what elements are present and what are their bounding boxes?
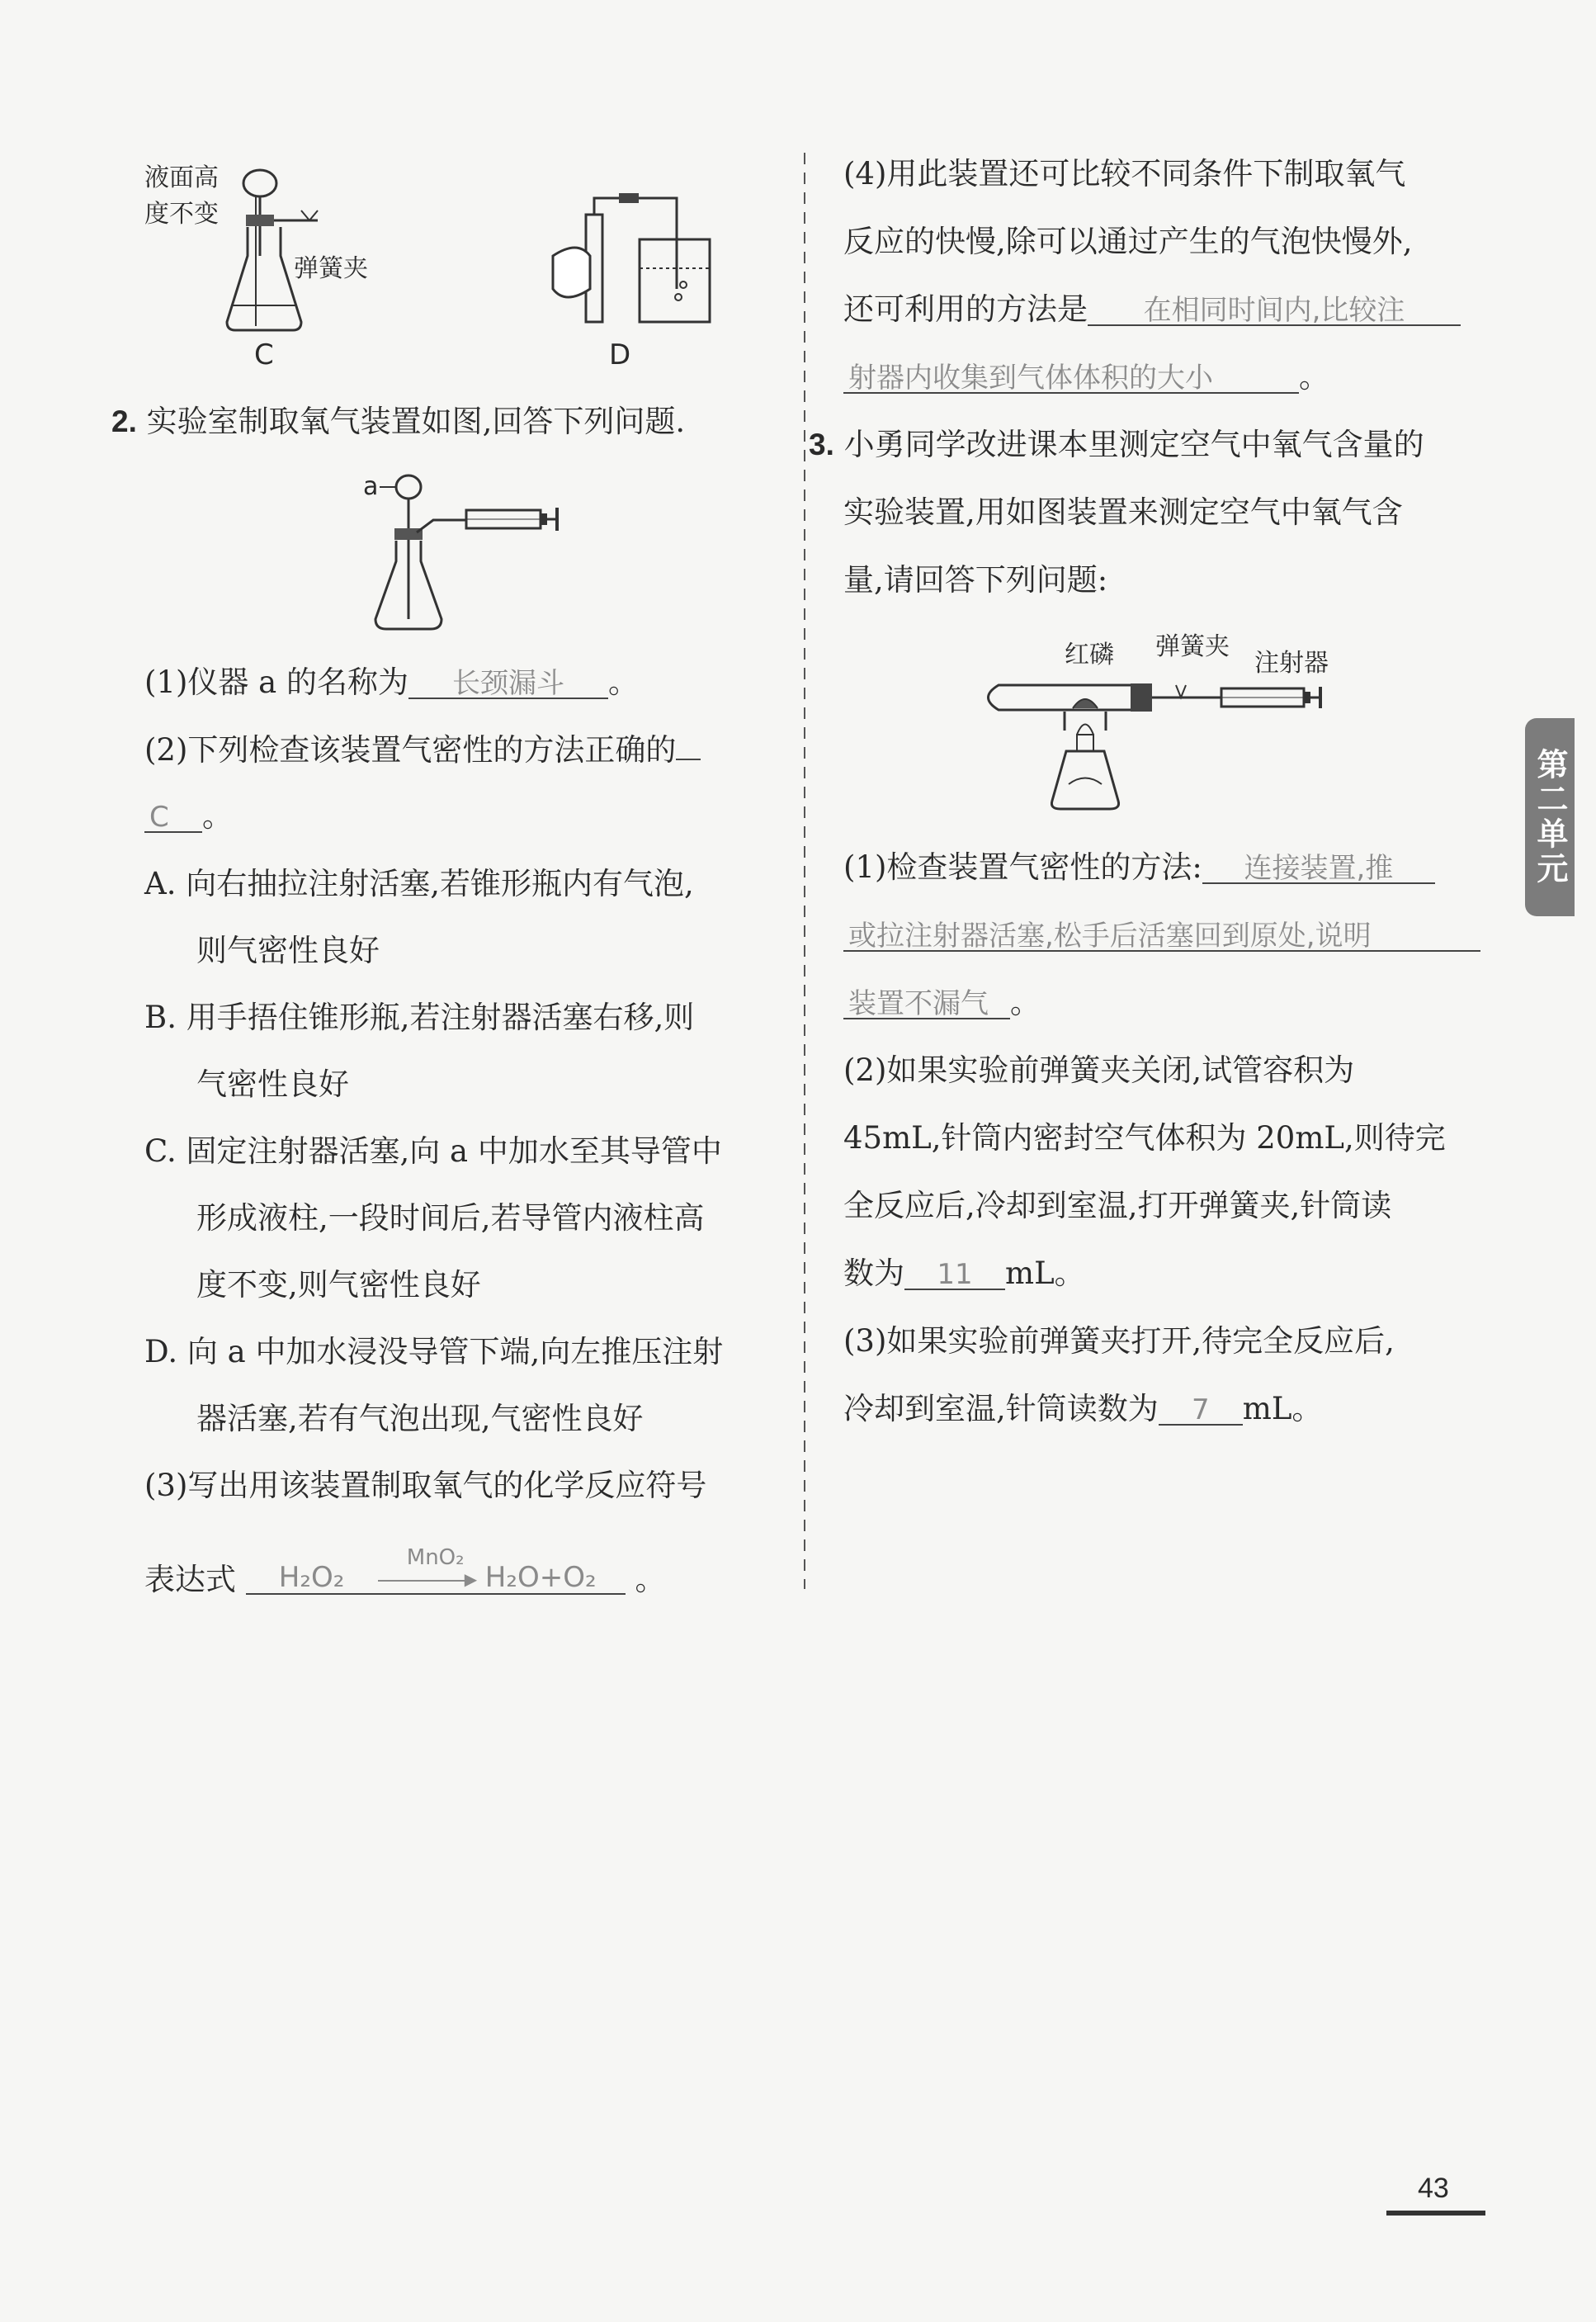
q2-option-c: C. 固定注射器活塞,向 a 中加水至其导管中 [144, 1133, 722, 1169]
q3-part1-answer-1: 连接装置,推 [1202, 854, 1435, 884]
q2-part2-answer: C [144, 803, 202, 833]
fig-d-drawing [536, 190, 718, 338]
fig-c-note: 液面高 度不变 [144, 163, 219, 229]
q2-part3-answer: H₂O₂ MnO₂ ▶ H₂O+O₂ [246, 1560, 626, 1595]
q2-part2-answer-line: C 。 [144, 801, 233, 833]
q3-part2-line4: 数为 11 mL。 [843, 1256, 1085, 1291]
fig2-a-label: a [363, 472, 379, 501]
fig3-clip-label: 弹簧夹 [1155, 632, 1230, 661]
page-number: 43 [1418, 2173, 1449, 2204]
q2-part4-answer-1: 在相同时间内,比较注 [1088, 296, 1461, 326]
q3-part3: (3)如果实验前弹簧夹打开,待完全反应后, [843, 1323, 1395, 1359]
q2-option-a: A. 向右抽拉注射活塞,若锥形瓶内有气泡, [144, 866, 694, 901]
q3-stem: 3. 小勇同学改进课本里测定空气中氧气含量的 [809, 427, 1424, 462]
fig3-syringe-label: 注射器 [1254, 649, 1329, 678]
q2-part1: (1)仪器 a 的名称为 长颈漏斗 。 [144, 664, 639, 700]
q2-option-b: B. 用手捂住锥形瓶,若注射器活塞右移,则 [144, 1000, 695, 1035]
q3-part1-answer-2: 或拉注射器活塞,松手后活塞回到原处,说明 [843, 922, 1480, 952]
q3-part3-answer: 7 [1159, 1396, 1243, 1426]
q2-part2: (2)下列检查该装置气密性的方法正确的 [144, 735, 701, 765]
q3-part2-answer: 11 [904, 1260, 1005, 1290]
q2-part4-line4: 射器内收集到气体体积的大小 。 [843, 362, 1329, 394]
q2-part4-answer-2: 射器内收集到气体体积的大小 [843, 364, 1299, 394]
q2-stem: 2. 实验室制取氧气装置如图,回答下列问题. [111, 404, 686, 439]
page-number-underline [1386, 2211, 1485, 2216]
fig3-phosphorus-label: 红磷 [1065, 641, 1114, 669]
q2-part3: (3)写出用该装置制取氧气的化学反应符号 [144, 1468, 707, 1503]
q3-part3-line2: 冷却到室温,针筒读数为 7 mL。 [843, 1391, 1323, 1426]
unit-side-tab: 第二单元 [1525, 718, 1575, 916]
q3-part2: (2)如果实验前弹簧夹关闭,试管容积为 [843, 1052, 1355, 1088]
q3-part1-line2 [843, 920, 1480, 952]
q2-part4-line3: 还可利用的方法是 在相同时间内,比较注 [843, 294, 1461, 326]
fig3-drawing [974, 660, 1337, 825]
q2-part3-expression: 表达式 H₂O₂ MnO₂ ▶ H₂O+O₂ 。 [144, 1545, 666, 1597]
fig-c-label: C [254, 338, 274, 371]
reaction-arrow [378, 1580, 473, 1582]
q3-part1-line3: 装置不漏气 。 [843, 987, 1041, 1019]
q2-option-d: D. 向 a 中加水浸没导管下端,向左推压注射 [144, 1334, 724, 1369]
column-divider [799, 153, 810, 1589]
q3-part1-answer-3: 装置不漏气 [843, 990, 1010, 1019]
q2-part1-answer: 长颈漏斗 [408, 669, 608, 699]
fig-c-drawing [223, 165, 338, 338]
fig2-drawing [371, 471, 569, 636]
q3-part1: (1)检查装置气密性的方法: 连接装置,推 [843, 852, 1435, 884]
fig-d-label: D [609, 338, 631, 371]
q2-part4: (4)用此装置还可比较不同条件下制取氧气 [843, 156, 1406, 192]
fig-c-clip-label: 弹簧夹 [294, 254, 368, 283]
